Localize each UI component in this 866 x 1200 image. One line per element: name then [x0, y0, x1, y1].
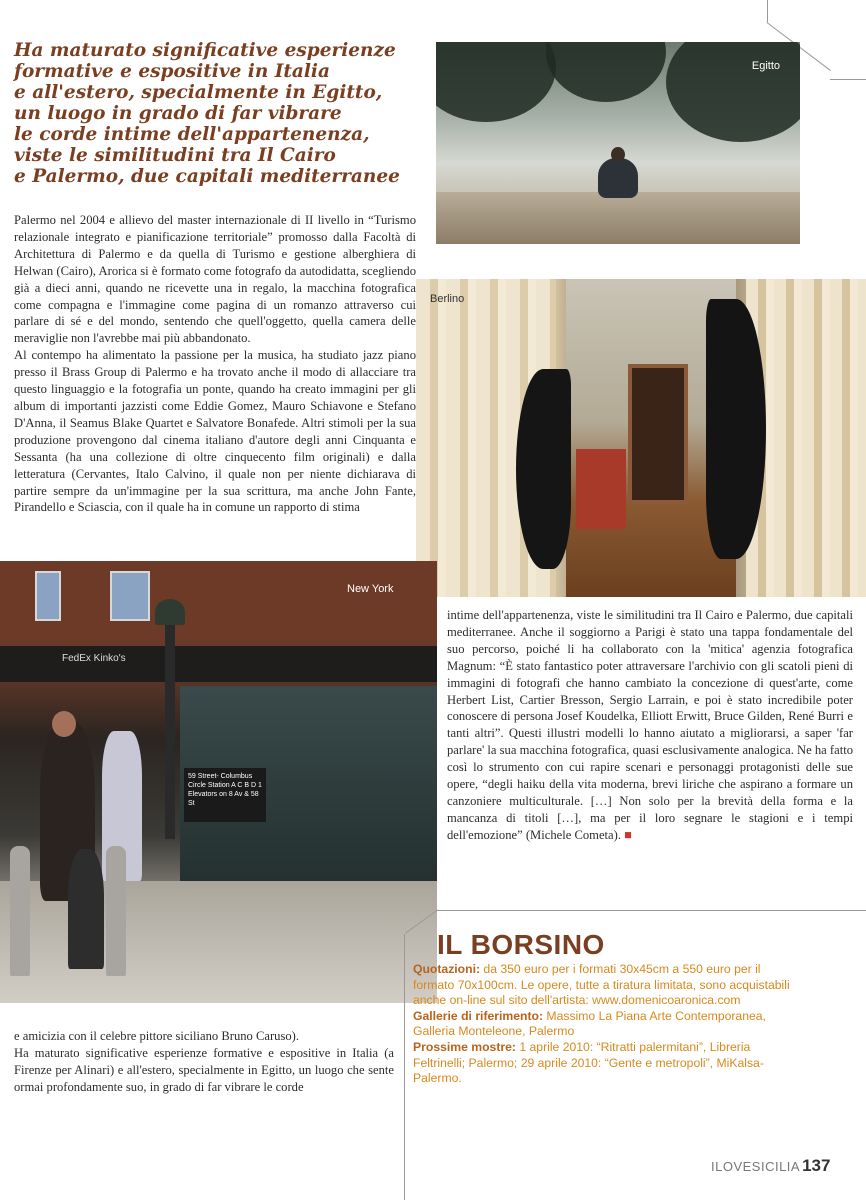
lamp-post	[165, 609, 175, 839]
end-mark: ■	[624, 827, 632, 842]
article-paragraph: Al contempo ha alimentato la passione per la musica, ha studiato jazz piano presso il Brass Group di Palermo e ha trovato anche il modo di allacciare tra questo linguaggio e la fotografia un ponte, quando ha creato immagini per gli album di importanti jazzisti come Eddie Gomez, Mauro Schiavone e Stefano D'Anna, il Seamus Blake Quartet e Salvatore Bonafede. Altri stimoli per la sua produzione provengono dal cinema italiano d'autore degli anni Cinquanta e Sessanta (ha una collezione di oltre cinquecento film originali) e dalla letteratura (Cervantes, Italo Calvino, il quale non per niente dichiarava di partire sempre da un'immagine per la sua scrittura, ma anche John Fante, Pirandello e Sciascia, con il quale ha in comune un rapporto di stima	[14, 348, 416, 515]
subway-globe-lamp	[155, 599, 185, 625]
article-paragraph: Palermo nel 2004 e allievo del master internazionale di II livello in “Turismo relazionale integrato e pianificazione territoriale” promosso dalla Facoltà di Architettura di Palermo e da quella di Turismo e gestione alberghiera di Helwan (Cairo), Arorica si è formato come fotografo da autodidatta, scegliendo già a dieci anni, quando ne ricevette una in regalo, la macchina fotografica come compagna e l'immagine come pagina di un romanzo attraverso cui parlare di sé e del mondo, sentendo che quell'oggetto, quella camera delle meraviglie non l'avrebbe mai più abbandonato.	[14, 213, 416, 346]
borsino-quotazioni	[413, 962, 793, 1009]
subway-station-sign: 59 Street- Columbus Circle Station A C B D 1 Elevators on 8 Av & 58 St	[184, 768, 266, 822]
doorway	[628, 364, 688, 504]
store-canopy	[0, 646, 437, 682]
pull-quote-line: e all'estero, specialmente in Egitto,	[14, 82, 383, 103]
red-cabinet	[576, 449, 626, 529]
frame-line	[830, 79, 866, 80]
article-paragraph	[447, 607, 853, 844]
article-column-1	[14, 212, 416, 516]
photo-new-york	[0, 561, 437, 1003]
page-number: 137	[802, 1156, 831, 1175]
pull-quote-line: le corde intime dell'appartenenza,	[14, 124, 370, 145]
black-drape-left	[516, 369, 571, 569]
article-paragraph: Ha maturato significative esperienze formative e espositive in Italia (a Firenze per Alinari) e all'estero, specialmente in Egitto, un luogo che sente ormai profondamente suo, in grado di far vibrare le corde	[14, 1045, 394, 1094]
borsino-text: 1 aprile 2010: “Ritratti palermitani”, Libreria Feltrinelli; Palermo; 29 aprile 2010: “Gente e metropoli”, MiKalsa-Palermo.	[413, 1039, 764, 1086]
crouching-man	[598, 158, 638, 198]
palm-reflection	[546, 42, 666, 102]
pull-quote-line: e Palermo, due capitali mediterranee	[14, 166, 400, 187]
article-column-2	[447, 607, 853, 844]
bollard	[10, 846, 30, 976]
store-sign: FedEx Kinko's	[62, 653, 126, 664]
palm-reflection	[436, 42, 556, 122]
photo-berlino	[416, 279, 866, 597]
palm-reflection	[666, 42, 800, 142]
pull-quote-line: viste le similitudini tra Il Cairo	[14, 145, 336, 166]
black-drape-right	[706, 299, 766, 559]
building-window	[35, 571, 61, 621]
frame-line	[767, 0, 768, 22]
borsino-text: Massimo La Piana Arte Contemporanea, Galleria Monteleone, Palermo	[413, 1008, 766, 1039]
photo-egitto	[436, 42, 800, 244]
article-paragraph-text: intime dell'appartenenza, viste le similitudini tra Il Cairo e Palermo, due capitali mediterranee. Anche il soggiorno a Parigi è stato una tappa fondamentale del suo percorso, poiché li ha collaborato con la 'mitica' agenzia fotografica Magnum: “È stato fantastico poter attraversare l'archivio con gli scatoli pieni di immagini di fotografi che hanno cambiato la concezione di quest'arte, come Herbert List, Cartier Bresson, Sergio Larrain, e poi è stato incredibile poter conoscere di persona Josef Koudelka, Elliott Erwitt, Bruce Gilden, René Burri e tanti altri”. Questi illustri modelli lo hanno aiutato a migliorarsi, a saper 'far parlare' la sua macchina fotografica, quasi esclusivamente analogica. Ne ha fatto così lo strumento con cui rapire scenari e personaggi protagonisti delle sue opere, “degli haiku della vita moderna, brevi liriche che aspirano a formare un canzoniere multiculturale. […] Non solo per la brevità della forma e la mancanza di titoli […], ma per il loro segnare le stagioni e i tempi dell'emozione” (Michele Cometa).	[447, 608, 853, 842]
borsino-gallerie	[413, 1009, 793, 1040]
borsino-box	[413, 928, 793, 1087]
photo-caption-egitto: Egitto	[751, 60, 780, 72]
borsino-label: Prossime mostre:	[413, 1039, 516, 1054]
crouching-man-head	[611, 147, 625, 162]
borsino-title: IL BORSINO	[437, 929, 605, 960]
pull-quote-line: un luogo in grado di far vibrare	[14, 103, 342, 124]
frame-line	[437, 910, 866, 911]
borsino-label: Gallerie di riferimento:	[413, 1008, 544, 1023]
pull-quote-line: formative e espositive in Italia	[14, 61, 330, 82]
article-paragraph: e amicizia con il celebre pittore siciliano Bruno Caruso).	[14, 1029, 300, 1043]
ground	[436, 192, 800, 244]
pull-quote-line: Ha maturato significative esperienze	[14, 40, 396, 61]
photo-caption-berlino: Berlino	[430, 293, 465, 305]
borsino-text: da 350 euro per i formati 30x45cm a 550 euro per il formato 70x100cm. Le opere, tutte a tiratura limitata, sono acquistabili anche on-line sul sito dell'artista: www.domenicoaronica.com	[413, 962, 790, 1008]
frame-line	[404, 934, 405, 1200]
magazine-name: ILOVESICILIA	[711, 1159, 801, 1174]
fire-hydrant	[68, 849, 104, 969]
borsino-mostre	[413, 1040, 793, 1087]
photo-caption-new-york: New York	[347, 583, 394, 595]
page-footer	[711, 1156, 830, 1176]
pull-quote	[14, 40, 424, 187]
article-column-3	[14, 1028, 394, 1096]
building-window	[110, 571, 150, 621]
bollard	[106, 846, 126, 976]
brick-building	[0, 561, 437, 641]
woman-head	[52, 711, 76, 737]
borsino-label: Quotazioni:	[413, 962, 481, 976]
